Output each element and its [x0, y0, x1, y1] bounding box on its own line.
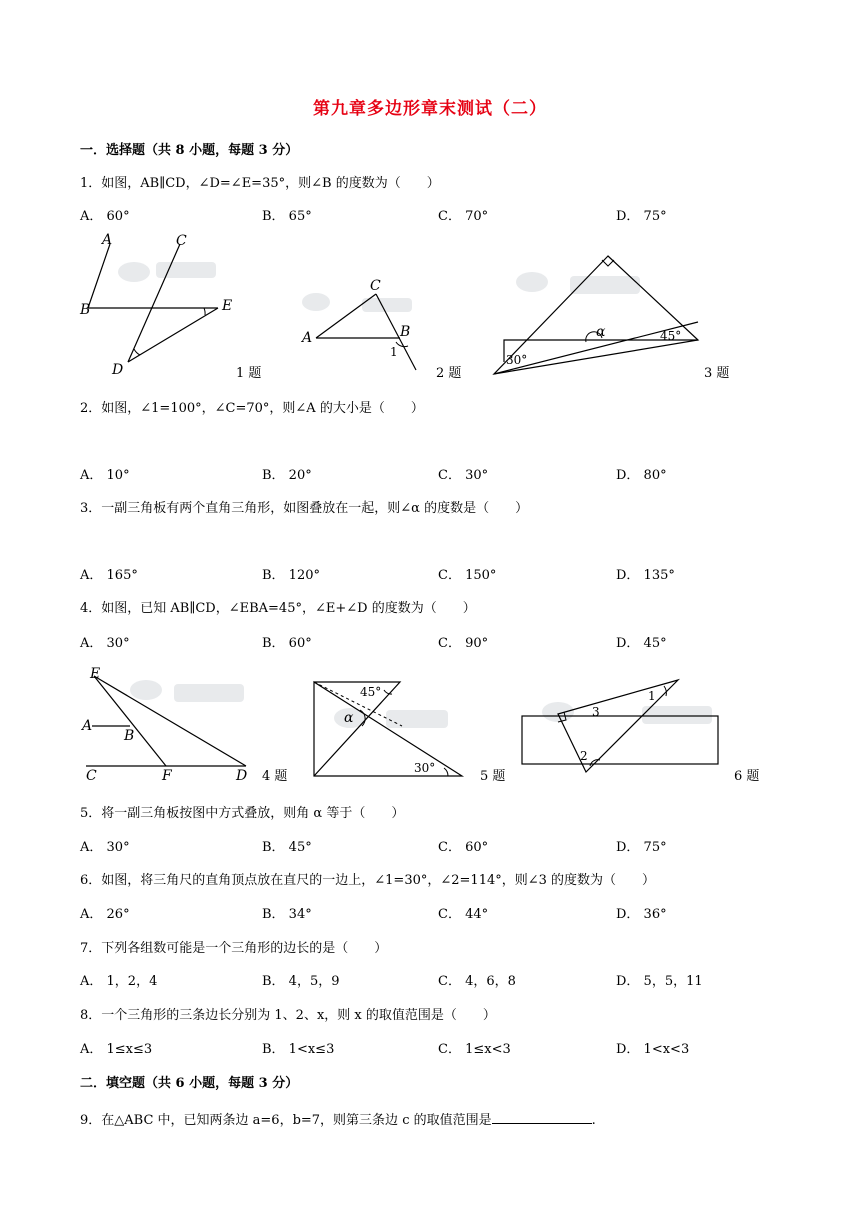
- question-8-option-b: B． 1<x≤3: [262, 1042, 335, 1057]
- figure-5-caption: 5 题: [480, 769, 506, 784]
- label-c: C: [370, 278, 381, 294]
- figure-2: [296, 276, 446, 376]
- figure-4-caption: 4 题: [262, 769, 288, 784]
- watermark-logo: [542, 702, 712, 724]
- angle-d-arc: [134, 349, 140, 355]
- question-1-text: 1．如图，AB∥CD，∠D=∠E=35°，则∠B 的度数为（ ）: [80, 176, 440, 191]
- question-4-option-b: B． 60°: [262, 636, 312, 651]
- label-e: E: [222, 298, 233, 314]
- figure-6-caption: 6 题: [734, 769, 760, 784]
- question-5-option-d: D． 75°: [616, 840, 667, 855]
- question-2-option-d: D． 80°: [616, 468, 667, 483]
- figure-3: [490, 252, 700, 378]
- question-4-option-c: C． 90°: [438, 636, 489, 651]
- question-1-option-b: B． 65°: [262, 209, 312, 224]
- question-5-option-b: B． 45°: [262, 840, 312, 855]
- question-7-option-b: B． 4，5，9: [262, 974, 340, 989]
- figure-1-caption: 1 题: [236, 366, 262, 381]
- figure-1: [76, 232, 246, 378]
- question-7-option-d: D． 5，5，11: [616, 974, 703, 989]
- label-d: D: [236, 768, 248, 784]
- set-square-triangle: [558, 680, 678, 772]
- figure-6: [518, 672, 728, 780]
- label-a: A: [102, 232, 113, 248]
- question-6-option-a: A． 26°: [80, 907, 130, 922]
- question-6-text: 6．如图，将三角尺的直角顶点放在直尺的一边上，∠1=30°，∠2=114°，则∠3 的度数为（ ）: [80, 873, 656, 888]
- question-7-text: 7．下列各组数可能是一个三角形的边长的是（ ）: [80, 941, 388, 956]
- question-4-option-a: A． 30°: [80, 636, 130, 651]
- question-8-option-c: C． 1≤x<3: [438, 1042, 511, 1057]
- question-4-option-d: D． 45°: [616, 636, 667, 651]
- label-2: 2: [580, 749, 588, 763]
- question-5-option-a: A． 30°: [80, 840, 130, 855]
- label-b: B: [400, 324, 411, 340]
- label-a: A: [82, 718, 93, 734]
- question-7-option-a: A． 1，2，4: [80, 974, 158, 989]
- question-4-text: 4．如图，已知 AB∥CD，∠EBA=45°，∠E+∠D 的度数为（ ）: [80, 601, 476, 616]
- page-title: 第九章多边形章末测试（二）: [313, 99, 547, 119]
- question-8-option-d: D． 1<x<3: [616, 1042, 690, 1057]
- label-b: B: [124, 728, 135, 744]
- question-3-option-b: B． 120°: [262, 568, 320, 583]
- segment-cd: [128, 244, 180, 362]
- question-9-text: 9．在△ABC 中，已知两条边 a=6，b=7，则第三条边 c 的取值范围是: [80, 1113, 492, 1128]
- answer-blank[interactable]: [492, 1111, 592, 1124]
- label-alpha: α: [344, 710, 354, 726]
- question-2-option-a: A． 10°: [80, 468, 130, 483]
- section-heading-fill: 二．填空题（共 6 小题，每题 3 分）: [80, 1076, 299, 1091]
- label-a: A: [302, 330, 313, 346]
- label-1: 1: [390, 345, 398, 359]
- label-f: F: [162, 768, 172, 784]
- figure-4: [78, 660, 258, 784]
- label-c: C: [86, 768, 97, 784]
- section-heading-choice: 一．选择题（共 8 小题，每题 3 分）: [80, 143, 299, 158]
- question-2-option-b: B． 20°: [262, 468, 312, 483]
- label-b: B: [80, 302, 91, 318]
- question-6-option-c: C． 44°: [438, 907, 489, 922]
- question-6-option-b: B． 34°: [262, 907, 312, 922]
- question-3-text: 3．一副三角板有两个直角三角形，如图叠放在一起，则∠α 的度数是（ ）: [80, 501, 529, 516]
- question-2-text: 2．如图，∠1=100°，∠C=70°，则∠A 的大小是（ ）: [80, 401, 424, 416]
- question-1-option-d: D． 75°: [616, 209, 667, 224]
- label-3: 3: [592, 705, 600, 719]
- segment-de: [128, 308, 218, 362]
- watermark-logo: [118, 262, 216, 282]
- angle-30-arc: [444, 768, 448, 776]
- figure-3-caption: 3 题: [704, 366, 730, 381]
- figure-2-caption: 2 题: [436, 366, 462, 381]
- watermark-logo: [302, 293, 412, 312]
- question-3-option-d: D． 135°: [616, 568, 675, 583]
- label-alpha: α: [596, 324, 606, 340]
- question-2-option-c: C． 30°: [438, 468, 489, 483]
- label-d: D: [112, 362, 124, 378]
- question-5-option-c: C． 60°: [438, 840, 489, 855]
- question-1-option-c: C． 70°: [438, 209, 489, 224]
- question-5-text: 5．将一副三角板按图中方式叠放，则角 α 等于（ ）: [80, 806, 405, 821]
- label-45: 45°: [660, 329, 682, 343]
- segment-ab: [88, 244, 110, 308]
- watermark-logo: [130, 680, 244, 702]
- label-c: C: [176, 233, 187, 249]
- question-8-text: 8．一个三角形的三条边长分别为 1、2、x，则 x 的取值范围是（ ）: [80, 1008, 496, 1023]
- watermark-logo: [516, 272, 640, 294]
- question-9-end: .: [591, 1113, 596, 1128]
- triangle-30: [314, 682, 462, 776]
- question-9: [80, 1109, 596, 1128]
- label-30: 30°: [506, 353, 528, 367]
- question-7-option-c: C． 4，6，8: [438, 974, 516, 989]
- figure-5: [306, 674, 476, 784]
- label-45: 45°: [360, 685, 382, 699]
- label-1: 1: [648, 689, 656, 703]
- question-1-option-a: A． 60°: [80, 209, 130, 224]
- question-3-option-a: A． 165°: [80, 568, 138, 583]
- label-30: 30°: [414, 761, 436, 775]
- angle-1-arc: [664, 686, 666, 696]
- label-e: E: [90, 666, 101, 682]
- question-3-option-c: C． 150°: [438, 568, 497, 583]
- question-6-option-d: D． 36°: [616, 907, 667, 922]
- question-8-option-a: A． 1≤x≤3: [80, 1042, 153, 1057]
- triangle-30: [504, 340, 698, 362]
- angle-e-arc: [204, 308, 205, 315]
